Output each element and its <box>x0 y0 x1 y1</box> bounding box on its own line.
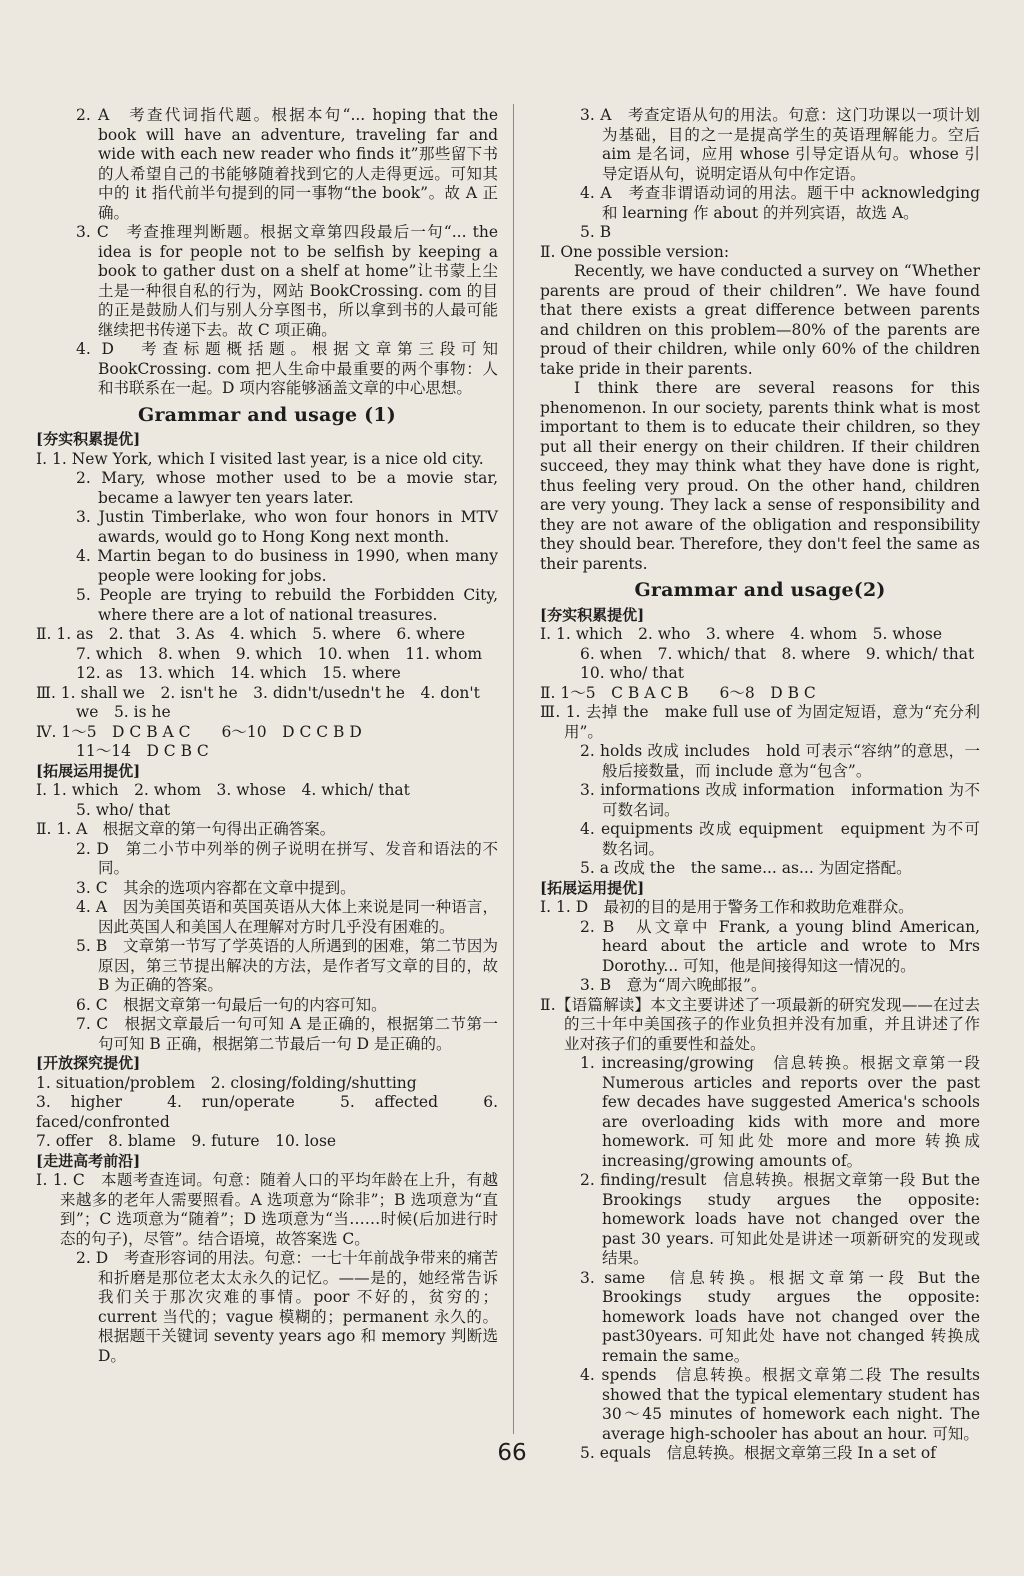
answer-item: we 5. is he <box>76 703 171 721</box>
answer-item: 4. A 因为美国英语和英国英语从大体上来说是同一种语言，因此英国人和美国人在理解对方时几乎没有困难的。 <box>76 898 498 936</box>
answer-item: Ⅰ. 1. C 本题考查连词。句意：随着人口的平均年龄在上升，有越来越多的老年人需要照看。A 选项意为“除非”；B 选项意为“直到”；C 选项意为“随着”；D 选项意为“当……时候(后加进行时态的句子)，尽管”。结合语境，故答案选 C。 <box>36 1171 498 1248</box>
answer-item: 4. A 考查非谓语动词的用法。题干中 acknowledging 和 learning 作 about 的并列宾语，故选 A。 <box>580 184 980 222</box>
answer-item: 5. People are trying to rebuild the Forbidden City, where there are a lot of national treasures. <box>76 586 498 624</box>
page-number: 66 <box>497 1440 527 1466</box>
answer-item: 2. Mary, whose mother used to be a movie star, became a lawyer ten years later. <box>76 469 498 507</box>
left-column <box>36 106 498 1366</box>
answer-item: 3. informations 改成 information information 为不可数名词。 <box>580 781 980 819</box>
subsection-heading: [夯实积累提优] <box>540 605 645 624</box>
answer-item: 2. A 考查代词指代题。根据本句“... hoping that the book will have an adventure, traveling far and wide with each new reader who finds it”那些留下书的人希望自己的书能够随着找到它的人走得更远。可知其中的 it 指代前半句提到的同一事物“the book”。故 A 正确。 <box>76 106 498 222</box>
answer-item: Ⅰ. 1. which 2. who 3. where 4. whom 5. whose <box>540 625 943 643</box>
answer-item: 5. equals 信息转换。根据文章第三段 In a set of <box>580 1444 936 1462</box>
answer-item: Ⅳ. 1～5 D C B A C 6～10 D C C B D <box>36 722 362 741</box>
answer-item: 3. C 考查推理判断题。根据文章第四段最后一句“... the idea is for people not to be selfish by keeping a book to gather dust on a shelf at home”让书蒙上尘土是一种很自私的行为，网站 BookCrossing. com 的目的正是鼓励人们与别人分享图书，所以拿到书的人最可能继续把书传递下去。故 C 项正确。 <box>76 223 498 339</box>
answer-item: 4. D 考查标题概括题。根据文章第三段可知 BookCrossing. com 把人生命中最重要的两个事物：人和书联系在一起。D 项内容能够涵盖文章的中心思想。 <box>76 340 498 397</box>
answer-item: 3. A 考查定语从句的用法。句意：这门功课以一项计划为基础，目的之一是提高学生的英语理解能力。空后 aim 是名词，应用 whose 引导定语从句。whose 引导定语从句，说明定语从句中作定语。 <box>580 106 980 183</box>
answer-item: 2. D 考查形容词的用法。句意：一七十年前战争带来的痛苦和折磨是那位老太太永久的记忆。——是的，她经常告诉我们关于那次灾难的事情。poor 不好的，贫穷的；current 当代的；vague 模糊的；permanent 永久的。根据题干关键词 seventy years ago 和 memory 判断选 D。 <box>76 1249 498 1365</box>
answer-item: 1. situation/problem 2. closing/folding/shutting <box>36 1073 417 1092</box>
essay-paragraph: I think there are several reasons for this phenomenon. In our society, parents think what is most important to them is to educate their children, so they put all their energy on their children. If their children succeed, they may think what they have done is right, thus feeling very proud. On the other hand, children are very young. They lack a sense of responsibility and they are not aware of the obligation and responsibility they should bear. Therefore, they don't feel the same as their parents. <box>540 379 980 573</box>
answer-item: Ⅰ. 1. D 最初的目的是用于警务工作和救助危难群众。 <box>540 898 914 916</box>
section-title: Grammar and usage (1) <box>138 403 396 426</box>
answer-item: Ⅲ. 1. shall we 2. isn't he 3. didn't/usedn't he 4. don't <box>36 683 480 702</box>
answer-item: Ⅰ. 1. which 2. whom 3. whose 4. which/ that <box>36 781 410 799</box>
subsection-heading: [拓展运用提优] <box>540 878 645 897</box>
answer-item: 3. Justin Timberlake, who won four honors in MTV awards, would go to Hong Kong next month. <box>76 508 498 546</box>
answer-item: 6. C 根据文章第一句最后一句的内容可知。 <box>76 995 387 1014</box>
answer-item: Ⅱ. One possible version: <box>540 242 730 261</box>
answer-item: 4. Martin began to do business in 1990, when many people were looking for jobs. <box>76 547 498 585</box>
answer-item: 2. D 第二小节中列举的例子说明在拼写、发音和语法的不同。 <box>76 839 498 877</box>
subsection-heading: [开放探究提优] <box>36 1054 141 1072</box>
answer-item: 6. when 7. which/ that 8. where 9. which/ that <box>580 644 975 663</box>
answer-item: 5. who/ that <box>76 800 171 819</box>
essay-paragraph: Recently, we have conducted a survey on “Whether parents are proud of their children”. We have found that there exists a great difference between parents and children on this problem—80% of the parents are proud of their children, while only 60% of the children take pride in their parents. <box>540 262 980 378</box>
answer-item: 2. holds 改成 includes hold 可表示“容纳”的意思，一般后接数量，而 include 意为“包含”。 <box>580 742 980 780</box>
section-title: Grammar and usage(2) <box>634 579 886 601</box>
answer-item: 5. B 文章第一节写了学英语的人所遇到的困难，第二节因为原因，第三节提出解决的方法，是作者写文章的目的，故 B 为正确的答案。 <box>76 937 498 994</box>
answer-item: 7. C 根据文章最后一句可知 A 是正确的，根据第二节第一句可知 B 正确，根据第二节最后一句 D 是正确的。 <box>76 1015 498 1053</box>
answer-item: 3. C 其余的选项内容都在文章中提到。 <box>76 878 356 897</box>
subsection-heading: [夯实积累提优] <box>36 430 141 448</box>
subsection-heading: [拓展运用提优] <box>36 761 141 780</box>
right-column <box>540 106 980 1464</box>
answer-item: Ⅲ. 1. 去掉 the make full use of 为固定短语，意为“充分利用”。 <box>540 703 980 741</box>
answer-item: 5. a 改成 the the same... as... 为固定搭配。 <box>580 859 912 877</box>
answer-item: 3. same 信息转换。根据文章第一段 But the Brookings study argues the opposite: homework loads have not changed over the past30years. 可知此处 have not changed 转换成 remain the same。 <box>580 1268 980 1365</box>
answer-item: 7. which 8. when 9. which 10. when 11. whom <box>76 644 483 663</box>
answer-item: 4. spends 信息转换。根据文章第二段 The results showed that the typical elementary student has 30～45 minutes of homework each night. The average high-schooler has about an hour. 可知。 <box>580 1366 980 1443</box>
answer-item: 11～14 D C B C <box>76 742 209 760</box>
subsection-heading: [走进高考前沿] <box>36 1151 141 1170</box>
answer-item: 7. offer 8. blame 9. future 10. lose <box>36 1132 337 1150</box>
answer-item: 12. as 13. which 14. which 15. where <box>76 664 401 682</box>
answer-item: 2. B 从文章中 Frank, a young blind American, heard about the article and wrote to Mrs Dorothy... 可知，他是间接得知这一情况的。 <box>580 917 980 975</box>
column-divider <box>513 104 514 1434</box>
reading-summary: Ⅱ.【语篇解读】本文主要讲述了一项最新的研究发现——在过去的三十年中美国孩子的作业负担并没有加重，并且讲述了作业对孩子们的重要性和益处。 <box>540 995 980 1053</box>
answer-item: 3. B 意为“周六晚邮报”。 <box>580 976 767 994</box>
answer-item: 5. B <box>580 223 612 241</box>
answer-item: 10. who/ that <box>580 664 684 682</box>
answer-item: 3. higher 4. run/operate 5. affected 6. faced/confronted <box>36 1093 498 1131</box>
answer-item: Ⅱ. 1. as 2. that 3. As 4. which 5. where 6. where <box>36 625 466 643</box>
answer-item: 2. finding/result 信息转换。根据文章第一段 But the Brookings study argues the opposite: homework loads have not changed over the past 30 years. 可知此处是讲述一项新研究的发现或结果。 <box>580 1171 980 1267</box>
answer-item: 1. increasing/growing 信息转换。根据文章第一段 Numerous articles and reports over the past few decades have suggested America's schools are overloading kids with more and more homework. 可知此处 more and more 转换成 increasing/growing amounts of。 <box>580 1054 980 1170</box>
answer-item: Ⅰ. 1. New York, which I visited last year, is a nice old city. <box>36 449 484 468</box>
answer-item: Ⅱ. 1. A 根据文章的第一句得出正确答案。 <box>36 820 336 838</box>
answer-item: 4. equipments 改成 equipment equipment 为不可数名词。 <box>580 820 980 858</box>
answer-item: Ⅱ. 1～5 C B A C B 6～8 D B C <box>540 683 816 702</box>
